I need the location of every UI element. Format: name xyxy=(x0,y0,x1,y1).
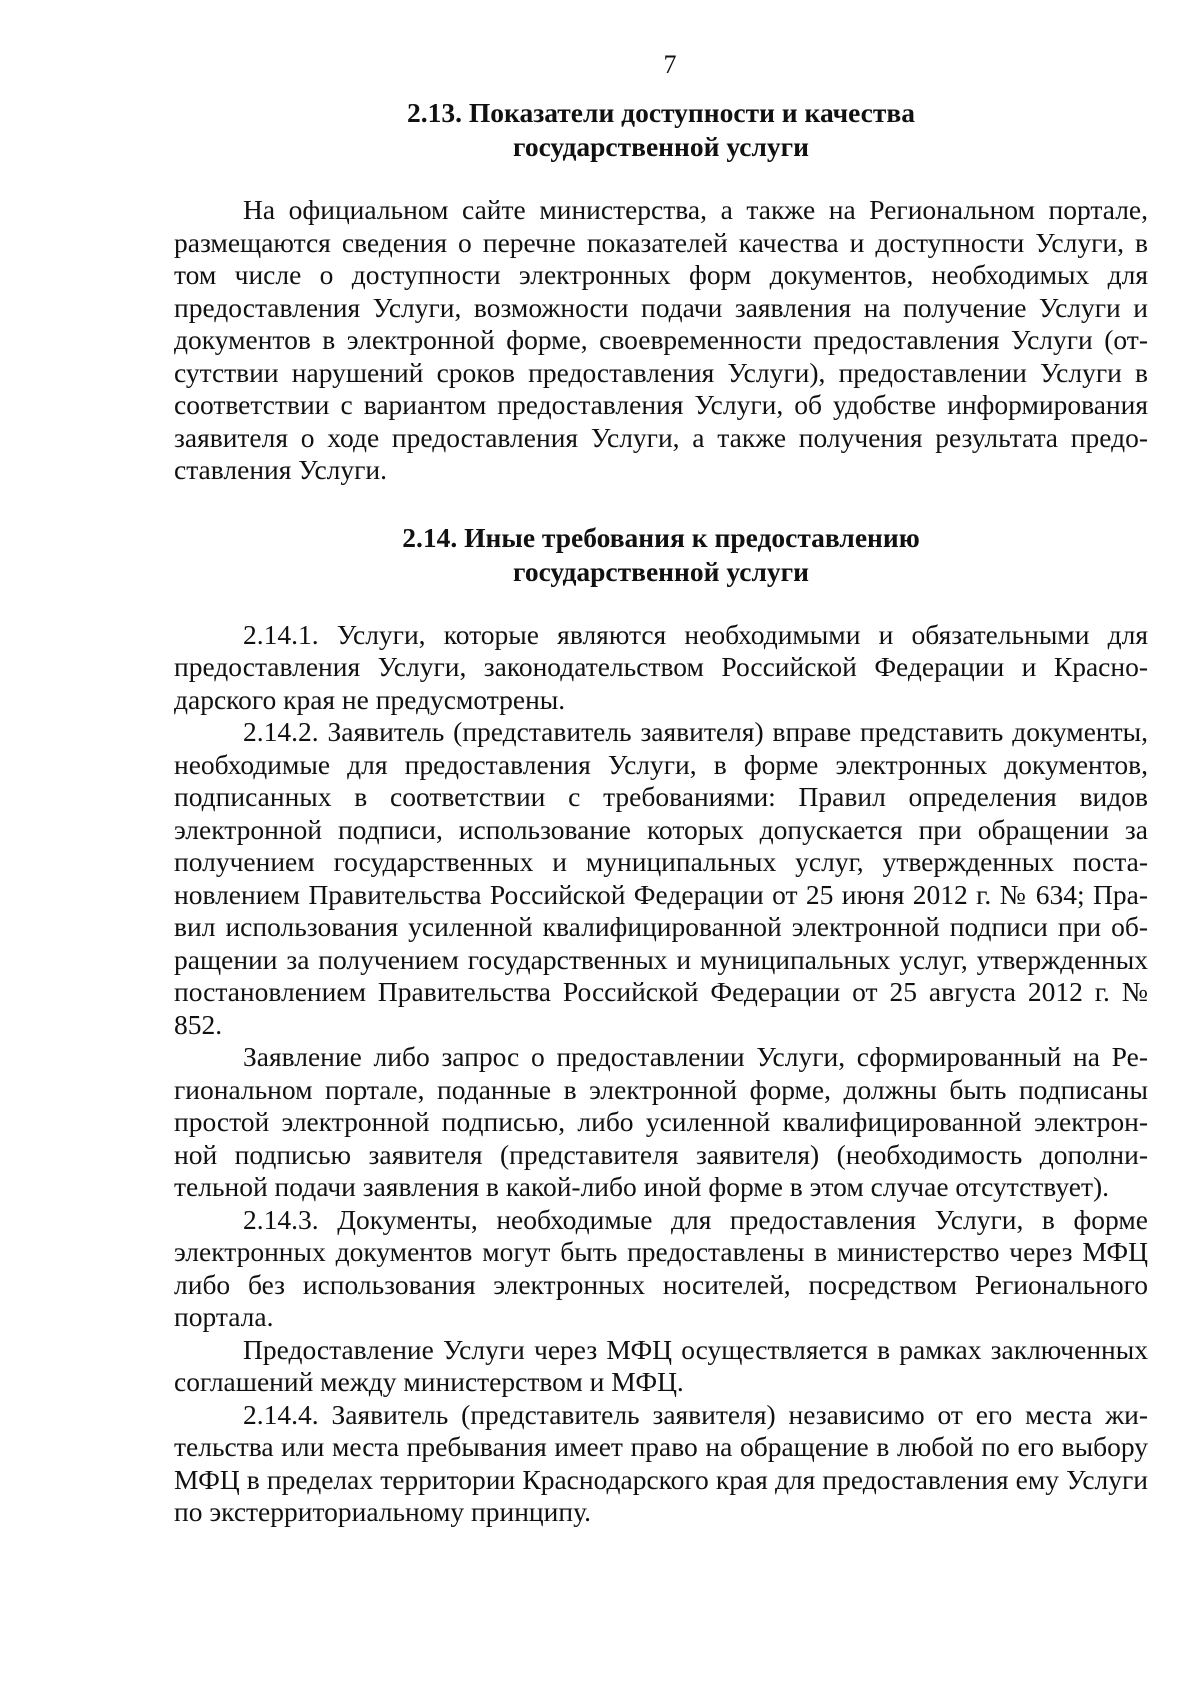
paragraph-2-14-1: 2.14.1. Услуги, которые являются необходимыми и обязательными для предоставления Услуги, законодательством Российской Федерации и Краснодарского края не предусмотрены. xyxy=(174,618,1148,715)
section-2-13-heading-line-1: 2.13. Показатели доступности и качества xyxy=(407,97,915,128)
paragraph-2-14-2-statement: Заявление либо запрос о предоставлении Услуги, сформированный на Региональном портале, поданные в электронной форме, должны быть подписаны простой электронной подписью, либо усиленной квалифицированной электронной подписью заявителя (представителя заявителя) (необходимость дополнительной подачи заявления в какой-либо иной форме в этом случае отсутствует). xyxy=(174,1041,1148,1202)
section-2-13-heading-line-2: государственной услуги xyxy=(513,131,809,162)
paragraph-2-14-4: 2.14.4. Заявитель (представитель заявителя) независимо от его места жительства или места пребывания имеет право на обращение в любой по его выбору МФЦ в пределах территории Краснодарского края для предоставления ему Услуги по экстерриториальному принципу. xyxy=(174,1398,1148,1527)
section-2-13-heading xyxy=(174,96,1148,164)
paragraph-2-14-3: 2.14.3. Документы, необходимые для предоставления Услуги, в форме электронных документов могут быть предоставлены в министерство через МФЦ либо без использования электронных носителей, посредством Регионального портала. xyxy=(174,1203,1148,1332)
page-number: 7 xyxy=(663,50,677,79)
document-page xyxy=(174,50,1148,1529)
section-2-14-heading-line-2: государственной услуги xyxy=(513,555,809,587)
paragraph-2-14-2: 2.14.2. Заявитель (представитель заявителя) вправе представить документы, необходимые для предоставления Услуги, в форме электронных документов, подписанных в соответствии с требованиями: Правил определения видов электронной подписи, использование которых допускается при обращении за получением государственных и муниципальных услуг, утвержденных постановлением Правительства Российской Федерации от 25 июня 2012 г. № 634; Правил использования усиленной квалифицированной электронной подписи при обращении за получением государственных и муниципальных услуг, утвержденных постановлением Правительства Российской Федерации от 25 августа 2012 г. № 852. xyxy=(174,716,1148,1040)
section-2-14-heading-line-1: 2.14. Иные требования к предоставлению xyxy=(402,521,920,553)
section-2-13-paragraph: На официальном сайте министерства, а также на Региональном портале, размещаются сведения о перечне показателей качества и доступности Услуги, в том числе о доступности электронных форм документов, необходимых для предоставления Услуги, возможности подачи заявления на получение Услуги и документов в электронной форме, своевременности предоставления Услуги (отсутствии нарушений сроков предоставления Услуги), предоставлении Услуги в соответствии с вариантом предоставления Услуги, об удобстве информирования заявителя о ходе предоставления Услуги, а также получения результата предоставления Услуги. xyxy=(174,194,1148,485)
section-2-14-heading xyxy=(174,521,1148,589)
paragraph-2-14-3-mfc: Предоставление Услуги через МФЦ осуществляется в рамках заключенных соглашений между министерством и МФЦ. xyxy=(174,1333,1148,1397)
